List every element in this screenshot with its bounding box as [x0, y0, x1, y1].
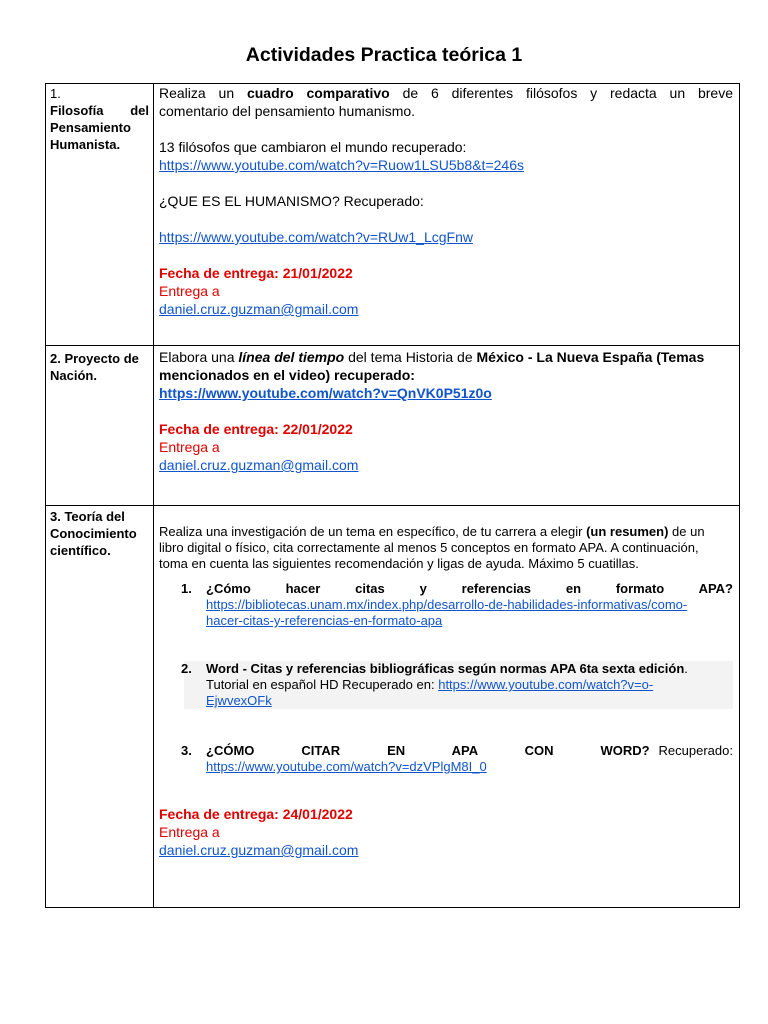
activities-table: [45, 83, 740, 908]
row-label-cell: [46, 346, 154, 506]
row-label: 2. Proyecto de Nación.: [50, 351, 139, 383]
row-label-cell: [46, 506, 154, 908]
video-link[interactable]: https://www.youtube.com/watch?v=RUw1_LcgFnw: [159, 229, 473, 245]
deliver-label: Entrega a: [159, 824, 220, 840]
deliver-label: Entrega a: [159, 439, 220, 455]
list-item: 1. ¿Cómo hacer citas y referencias en formato APA? https://bibliotecas.unam.mx/index.php/desarrollo-de-habilidades-informativas/como- hacer-citas-y-referencias-en-formato-apa: [181, 581, 733, 628]
reference-link[interactable]: EjwvexOFk: [206, 693, 272, 708]
row-label: 3. Teoría del Conocimiento científico.: [50, 509, 137, 558]
row-content-cell: Elabora una línea del tiempo del tema Historia de México - La Nueva España (Temas mencionados en el video) recuperado: https://www.youtube.com/watch?v=QnVK0P51z0o Fecha de entrega: 22/01/2022 Entrega a daniel.cruz.guzman@gmail.com: [154, 346, 740, 506]
deadline-text: Fecha de entrega: 24/01/2022: [159, 806, 353, 822]
table-row: [46, 84, 740, 346]
reference-link[interactable]: https://www.youtube.com/watch?v=dzVPlgM8I_0: [206, 759, 487, 774]
deadline-text: Fecha de entrega: 22/01/2022: [159, 421, 353, 437]
deadline-text: Fecha de entrega: 21/01/2022: [159, 265, 353, 281]
email-link[interactable]: daniel.cruz.guzman@gmail.com: [159, 457, 359, 473]
video-link[interactable]: https://www.youtube.com/watch?v=QnVK0P51z0o: [159, 385, 492, 401]
email-link[interactable]: daniel.cruz.guzman@gmail.com: [159, 301, 359, 317]
email-link[interactable]: daniel.cruz.guzman@gmail.com: [159, 842, 359, 858]
list-item: 3. ¿CÓMO CITAR EN APA CON WORD? Recuperado: https://www.youtube.com/watch?v=dzVPlgM8I_0: [181, 743, 733, 774]
instruction-text: Realiza una investigación de un tema en específico, de tu carrera a elegir (un resumen) de un: [159, 524, 705, 539]
list-item: 2. Word - Citas y referencias bibliográficas según normas APA 6ta sexta edición. Tutorial en español HD Recuperado en: https://www.youtube.com/watch?v=o- EjwvexOFk: [159, 661, 733, 709]
row-content-cell: Realiza una investigación de un tema en específico, de tu carrera a elegir (un resumen) de un libro digital o físico, cita correctamente al menos 5 conceptos en formato APA. A continuación, toma en cuenta las siguientes recomendación y ligas de ayuda. Máximo 5 cuatillas. 1. ¿Cómo hacer citas y referencias en formato APA? https://bibliotecas.unam.mx/index.php/desarrollo-de-habilidades-informativas/como- hacer-citas-y-referencias-en-formato-apa 2. Word - Citas y referencias bibliográficas según normas APA 6ta sexta edición. Tutorial en español HD Recuperado en: https://www.youtube.com/watch?v=o- EjwvexOFk 3. ¿CÓMO CITAR EN APA CON WORD? Recuperado: https://www.youtube.com/watch?v=dzVPlgM8I_0 Fecha de entrega: 24/01/2022 Entrega a daniel.cruz.guzman@gmail.com: [154, 506, 740, 908]
table-row: [46, 506, 740, 908]
reference-link[interactable]: https://bibliotecas.unam.mx/index.php/desarrollo-de-habilidades-informativas/como-: [206, 597, 688, 612]
page-title: Actividades Practica teórica 1: [245, 44, 523, 66]
reference-link[interactable]: https://www.youtube.com/watch?v=o-: [438, 677, 654, 692]
instruction-text: Elabora una línea del tiempo del tema Historia de México - La Nueva España (Temas: [159, 349, 705, 365]
table-row: [46, 346, 740, 506]
deliver-label: Entrega a: [159, 283, 220, 299]
row-label: 1. Filosofía del Pensamiento Humanista.: [50, 86, 149, 152]
help-list: [159, 581, 733, 775]
row-content-cell: Realiza un cuadro comparativo de 6 diferentes filósofos y redacta un breve comentario del pensamiento humanismo. 13 filósofos que cambiaron el mundo recuperado: https://www.youtube.com/watch?v=Ruow1LSU5b8&t=246s ¿QUE ES EL HUMANISMO? Recuperado: https://www.youtube.com/watch?v=RUw1_LcgFnw Fecha de entrega: 21/01/2022 Entrega a daniel.cruz.guzman@gmail.com: [154, 84, 740, 346]
instruction-text: Realiza un cuadro comparativo de 6 diferentes filósofos y redacta un breve: [159, 85, 733, 101]
video-link[interactable]: https://www.youtube.com/watch?v=Ruow1LSU5b8&t=246s: [159, 157, 524, 173]
reference-link[interactable]: hacer-citas-y-referencias-en-formato-apa: [206, 613, 443, 628]
row-label-cell: [46, 84, 154, 346]
